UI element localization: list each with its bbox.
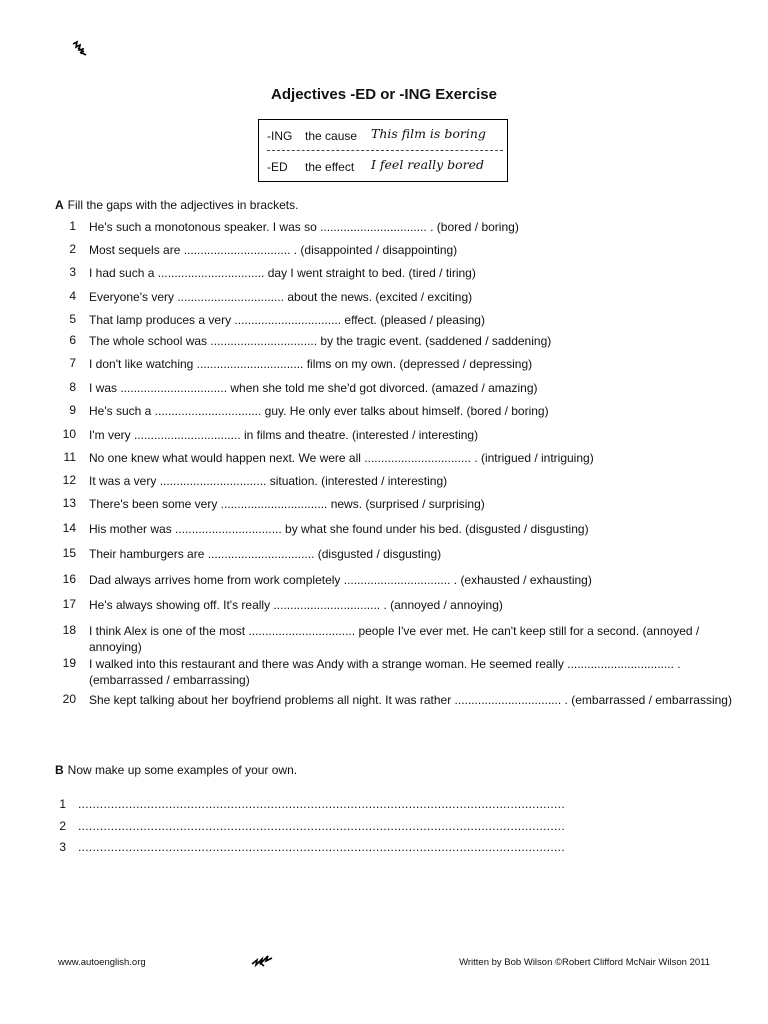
question-number: 18 [62, 623, 76, 637]
legend-example: This film is boring [371, 126, 486, 141]
legend-meaning: the cause [305, 129, 358, 143]
legend-example: I feel really bored [371, 157, 485, 172]
question-text: He's such a monotonous speaker. I was so ................................ . (bored / boring) [89, 220, 519, 234]
section-letter: B [55, 763, 64, 777]
question-text: That lamp produces a very ................................ effect. (pleased / pleasing) [89, 313, 485, 327]
question-text: He's such a ................................ guy. He only ever talks about himself. (bored / boring) [89, 404, 549, 418]
own-example-number: 3 [59, 840, 66, 854]
question-number: 14 [62, 521, 76, 535]
section-instruction: Fill the gaps with the adjectives in brackets. [67, 198, 299, 212]
question-number: 19 [62, 656, 76, 670]
question-number: 5 [69, 312, 76, 326]
page-title: Adjectives -ED or -ING Exercise [271, 86, 497, 103]
question-text: I was ................................ when she told me she'd got divorced. (amazed / amazing) [89, 381, 538, 395]
question-text: He's always showing off. It's really ................................ . (annoyed / annoying) [89, 598, 503, 612]
legend-code: -ING [267, 129, 293, 143]
question-text: Most sequels are ................................ . (disappointed / disappointing) [89, 243, 458, 257]
question-text: I walked into this restaurant and there was Andy with a strange woman. He seemed really ................................ . (embarrassed / embarrassing) [89, 657, 681, 687]
question-text: I think Alex is one of the most ................................ people I've ever met. He can't keep still for a second. (annoyed / annoying) [89, 624, 700, 654]
question-text: I don't like watching ................................ films on my own. (depressed / depressing) [89, 357, 533, 371]
footer-credit: Written by Bob Wilson ©Robert Clifford McNair Wilson 2011 [459, 957, 710, 968]
question-number: 6 [69, 333, 76, 347]
question-number: 20 [62, 692, 76, 706]
legend-meaning: the effect [305, 160, 355, 174]
question-number: 15 [62, 546, 76, 560]
question-number: 11 [63, 450, 76, 464]
question-number: 10 [62, 427, 76, 441]
question-number: 2 [69, 242, 76, 256]
question-text: The whole school was ................................ by the tragic event. (saddened / saddening) [89, 334, 552, 348]
question-text: Their hamburgers are ................................ (disgusted / disgusting) [89, 547, 442, 561]
question-text: His mother was ................................ by what she found under his bed. (disgusted / disgusting) [89, 522, 589, 536]
question-number: 1 [69, 219, 76, 233]
question-text: She kept talking about her boyfriend problems all night. It was rather ................................ . (embarrassed / embarrassing) [89, 693, 732, 707]
question-text: Dad always arrives home from work completely ................................ . (exhausted / exhausting) [89, 573, 592, 587]
question-text: I'm very ................................ in films and theatre. (interested / interesting) [89, 428, 479, 442]
question-number: 13 [62, 496, 76, 510]
question-text: It was a very ................................ situation. (interested / interesting) [89, 474, 448, 488]
question-number: 12 [62, 473, 76, 487]
question-text: There's been some very ................................ news. (surprised / surprising) [89, 497, 485, 511]
section-b-heading [55, 763, 297, 777]
own-example-blank[interactable]: ...................................................................................................................................... [78, 819, 565, 833]
question-text: Everyone's very ................................ about the news. (excited / exciting) [89, 290, 473, 304]
bird-footer-icon [250, 952, 274, 968]
question-number: 3 [69, 265, 76, 279]
question-number: 4 [69, 289, 76, 303]
question-text: No one knew what would happen next. We were all ................................ . (intrigued / intriguing) [89, 451, 594, 465]
question-number: 7 [69, 356, 76, 370]
legend-code: -ED [267, 160, 288, 174]
question-number: 17 [62, 597, 76, 611]
question-number: 16 [62, 572, 76, 586]
own-example-blank[interactable]: ...................................................................................................................................... [78, 840, 565, 854]
question-number: 8 [69, 380, 76, 394]
question-number: 9 [69, 403, 76, 417]
footer-website: www.autoenglish.org [58, 957, 146, 968]
section-instruction: Now make up some examples of your own. [67, 763, 298, 777]
own-example-number: 1 [59, 797, 66, 811]
question-text: I had such a ................................ day I went straight to bed. (tired / tiring) [89, 266, 476, 280]
own-example-number: 2 [59, 819, 66, 833]
own-example-blank[interactable]: ...................................................................................................................................... [78, 797, 565, 811]
section-letter: A [55, 198, 64, 212]
